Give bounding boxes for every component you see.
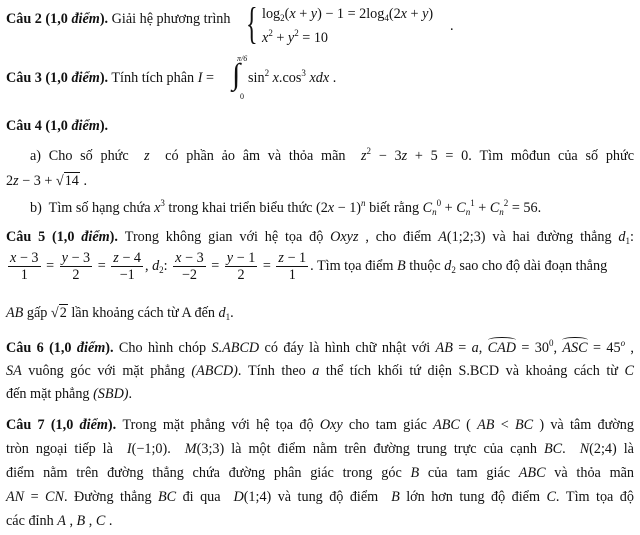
q7-line3: điểm nằm trên đường thẳng chứa đường phân giác trong góc B của tam giác ABC và thỏa mãn <box>6 465 634 481</box>
q2-period: . <box>450 18 454 34</box>
q5-line2: $\frac{x - 3}{1}$ = $\frac{y - 3}{2}$ = $\frac{z - 4}{-1}$ , $d_2$: $\frac{x - 3}{-2}$ = $\frac{y - 1}{2}$ = $\frac{z - 1}{1}$ . Tìm tọa điểm B thuộc $d_2$ sao cho độ dài đoạn thẳng <box>10 250 608 284</box>
q7-line4: AN = CN. Đường thẳng BC đi qua D(1;4) và tung độ điểm B lớn hơn tung độ điểm C. Tìm tọa độ <box>6 489 634 505</box>
q3-line: Câu 3 (1,0 điểm). Tính tích phân I = <box>6 70 214 86</box>
q6-line1: Câu 6 (1,0 điểm). Cho hình chóp S.ABCD có đáy là hình chữ nhật với AB = a, CAD = $30^0$, ASC = $45^o$ , <box>6 338 634 356</box>
q7-line1: Câu 7 (1,0 điểm). Trong mặt phẳng với hệ tọa độ Oxy cho tam giác ABC ( AB < BC ) và tâm đường <box>6 417 634 433</box>
q3-integrand: $\sin^2 x.\cos^3$ xdx . <box>248 68 337 86</box>
q7-line2: tròn ngoại tiếp là I(−1;0). M(3;3) là một điểm nằm trên đường trung trực của cạnh BC. N(2;4) là <box>6 441 634 457</box>
q3-lower-limit: 0 <box>240 92 244 101</box>
q3-upper-limit: π/6 <box>237 54 248 63</box>
q4-a-line2: 2z − 3 + √14 . <box>6 173 87 189</box>
q4-b-line: b) Tìm số hạng chứa $x^3$ trong khai triển biểu thức $(2x - 1)^n$ biết rằng $C_n^0 + C_n^1 + C_n^2 = 56$. <box>30 198 542 217</box>
integral-sign: ∫ <box>232 58 241 91</box>
q4-label: Câu 4 (1,0 điểm). <box>6 118 109 134</box>
q5-line1: Câu 5 (1,0 điểm). Trong không gian với hệ tọa độ Oxyz , cho điểm A(1;2;3) và hai đường thẳng $d_1$: <box>6 229 634 246</box>
q4-a-line1: a) Cho số phức z có phần ảo âm và thỏa mãn $z^2 - 3z + 5 = 0$. Tìm môđun của số phức <box>30 146 634 164</box>
q2-eq1: $\log_2(x + y) - 1 = 2\log_4(2x + y)$ <box>262 6 434 23</box>
q2-line <box>6 11 230 28</box>
system-brace: { <box>246 0 258 48</box>
q6-line2: SA vuông góc với mặt phẳng (ABCD). Tính theo a thể tích khối tứ diện S.BCD và khoảng cách từ C <box>6 363 634 379</box>
q7-line5: các đỉnh A , B , C . <box>6 513 113 529</box>
q2-text: Giải hệ phương trình <box>111 11 231 27</box>
q2-label: Câu 2 (1,0 điểm). <box>6 11 109 27</box>
q6-line3: đến mặt phẳng (SBD). <box>6 386 133 402</box>
q5-line3: AB gấp √2 lần khoảng cách từ A đến $d_1$. <box>6 305 234 322</box>
q2-eq2: $x^2 + y^2 = 10$ <box>262 28 329 46</box>
